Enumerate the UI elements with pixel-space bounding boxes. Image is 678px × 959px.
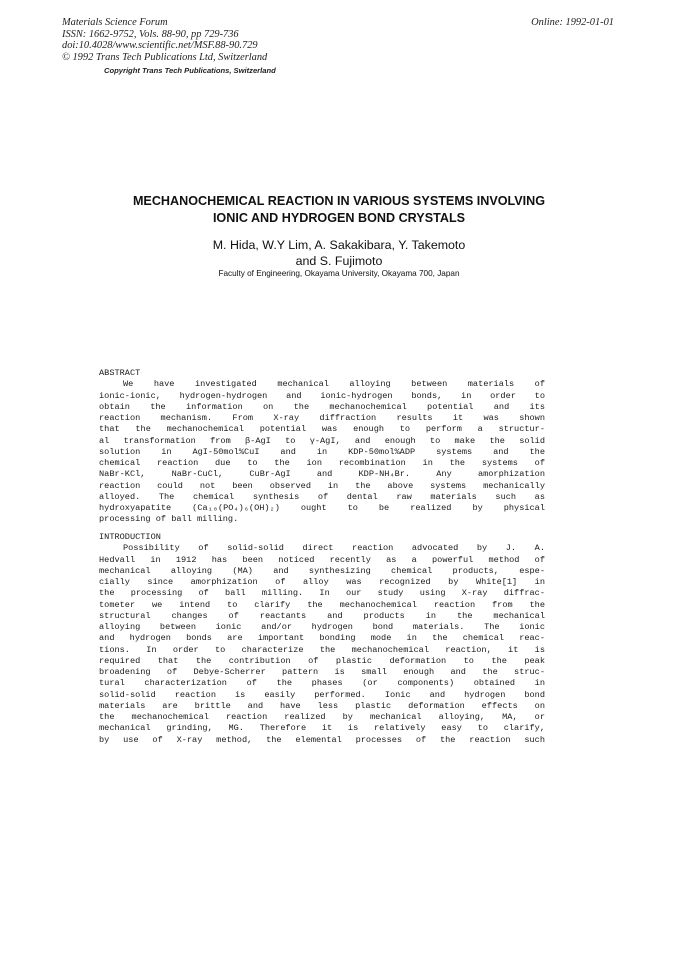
title-line: IONIC AND HYDROGEN BOND CRYSTALS [212,210,466,225]
abstract-line: We have investigated mechanical alloying between materials of [123,379,545,390]
journal-name: Materials Science Forum [62,17,168,28]
abstract-line: obtain the information on the mechanochemical potential and its [99,401,545,412]
introduction-line: tural characterization of the phases (or components) obtained in [99,678,545,689]
issn-line: ISSN: 1662-9752, Vols. 88-90, pp 729-736 [62,28,239,40]
publication-meta [62,17,267,63]
abstract-line: that the mechanochemical potential was enough to perform a structur- [99,424,545,435]
introduction-heading: INTRODUCTION [99,532,161,542]
abstract-line: solution in AgI-50mol%CuI and in KDP-50mol%ADP systems and the [99,446,545,457]
introduction-line: alloying between ionic and/or hydrogen bond materials. The ionic [99,622,545,632]
introduction-line: the processing of ball milling. In our study using X-ray diffrac- [99,588,545,599]
abstract-line: NaBr-KCl, NaBr-CuCl, CuBr-AgI and KDP-NH₄Br. Any amorphization [99,469,545,480]
introduction-line: structural changes of reactants and products in the mechanical [99,610,545,621]
introduction-line: the mechanochemical reaction realized by mechanical alloying, MA, or [99,712,545,722]
introduction-line: tometer we intend to clarify the mechanochemical reaction from the [99,599,545,610]
introduction-line: broadening of Debye-Scherrer pattern is small enough and the struc- [99,667,545,677]
authors-line: M. Hida, W.Y Lim, A. Sakakibara, Y. Takemoto [212,238,466,252]
abstract-line: hydroxyapatite (Ca₁₀(PO₄)₆(OH)₂) ought to be realized by physical [99,503,545,513]
abstract-heading: ABSTRACT [99,368,141,378]
introduction-line: solid-solid reaction is easily performed. Ionic and hydrogen bond [99,689,545,700]
introduction-line: Hedvall in 1912 has been noticed recently as a powerful method of [99,554,545,565]
introduction-line: mechanical alloying (MA) and synthesizing chemical products, espe- [99,565,545,576]
introduction-line: tions. In order to characterize the mechanochemical reaction, it is [99,644,545,655]
abstract-line: reaction could not been observed in the above systems mechanically [99,480,545,491]
paper-title [0,193,678,226]
affiliation: Faculty of Engineering, Okayama University, Okayama 700, Japan [218,269,460,278]
introduction-line: Possibility of solid-solid direct reaction advocated by J. A. [123,543,545,554]
abstract-line: ionic-ionic, hydrogen-hydrogen and ionic-hydrogen bonds, in order to [99,390,545,401]
introduction-section [99,532,545,746]
abstract-line: chemical reaction due to the ion recombination in the systems of [99,458,545,468]
abstract-line: al transformation from β-AgI to γ-AgI, and enough to make the solid [99,435,545,446]
author-list [0,238,678,269]
abstract-line: processing of ball milling. [99,514,239,525]
introduction-line: required that the contribution of plastic deformation to the peak [99,655,545,666]
title-line: MECHANOCHEMICAL REACTION IN VARIOUS SYSTEMS INVOLVING [132,194,546,208]
online-date: Online: 1992-01-01 [531,17,614,28]
doi-line: doi:10.4028/www.scientific.net/MSF.88-90.729 [62,40,258,52]
abstract-section [99,368,545,526]
copyright-notice: Copyright Trans Tech Publications, Switzerland [104,66,276,75]
introduction-line: materials are brittle and have less plastic deformation effects on [99,700,545,711]
introduction-line: by use of X-ray method, the elemental processes of the reaction such [99,734,545,745]
authors-line: and S. Fujimoto [295,253,383,268]
abstract-line: reaction mechanism. From X-ray diffraction results it was shown [99,413,545,423]
introduction-line: and hydrogen bonds are important bonding mode in the chemical reac- [99,633,545,644]
abstract-line: alloyed. The chemical synthesis of dental raw materials such as [99,491,545,502]
introduction-line: cially since amorphization of alloy was recognized by White[1] in [99,577,545,587]
introduction-line: mechanical grinding, MG. Therefore it is relatively easy to clarify, [99,723,545,734]
publisher-line: © 1992 Trans Tech Publications Ltd, Switzerland [62,51,268,63]
